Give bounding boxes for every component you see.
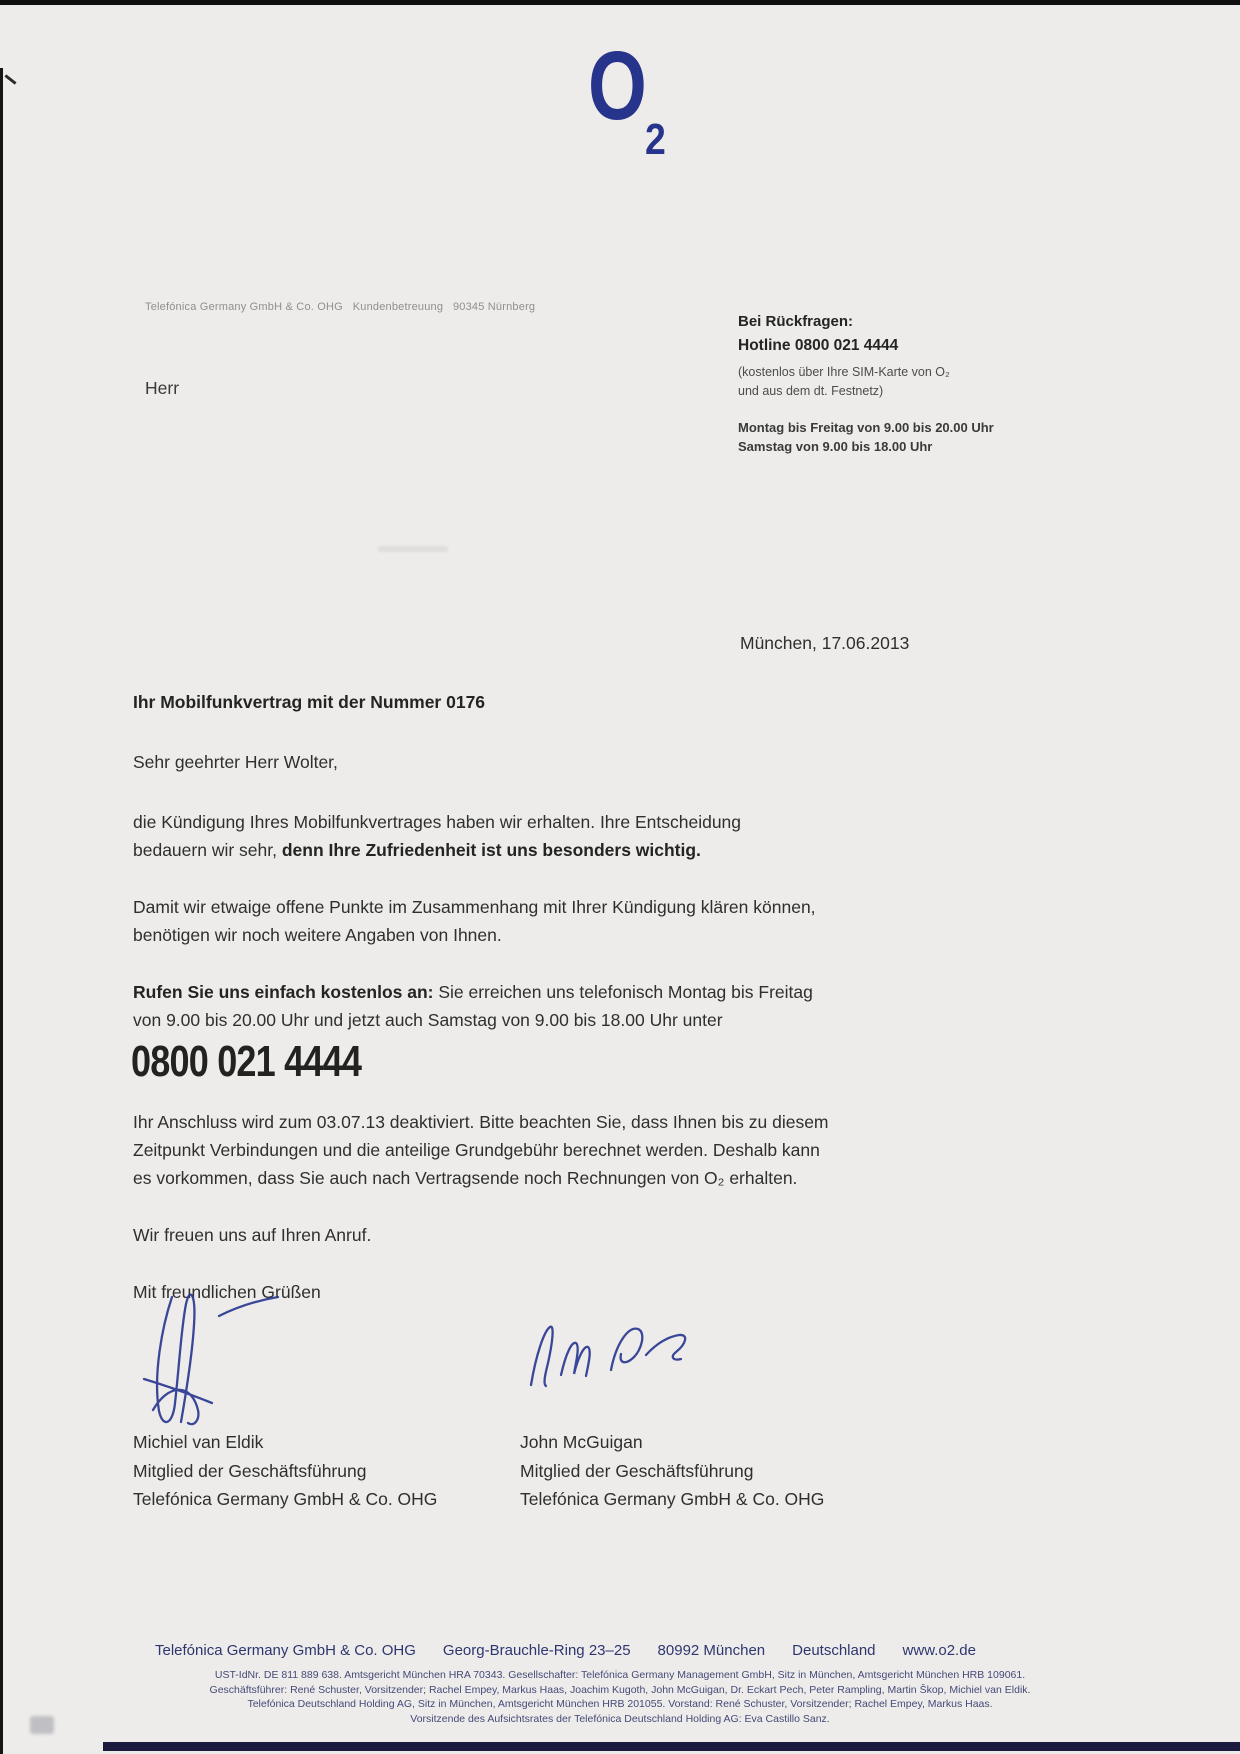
paragraph-deactivation-notice [133, 1108, 923, 1192]
subject-line: Ihr Mobilfunkvertrag mit der Nummer 0176 [133, 692, 486, 712]
signer-role: Mitglied der Geschäftsführung [520, 1460, 754, 1481]
paragraph-line: Ihr Anschluss wird zum 03.07.13 deaktiviert. Bitte beachten Sie, dass Ihnen bis zu diesem [133, 1112, 829, 1132]
paragraph-line: Wir freuen uns auf Ihren Anruf. [133, 1225, 372, 1245]
footer-legal-line: UST-IdNr. DE 811 889 638. Amtsgericht München HRA 70343. Gesellschafter: Telefónica Germany Management GmbH, Sitz in München, Amtsgericht München HRB 109061. [214, 1669, 1026, 1681]
contact-hours-weekdays: Montag bis Freitag von 9.00 bis 20.00 Uhr [738, 420, 994, 435]
paragraph-line: Damit wir etwaige offene Punkte im Zusammenhang mit Ihrer Kündigung klären können, [133, 897, 816, 917]
footer-legal-line: Geschäftsführer: René Schuster, Vorsitzender; Rachel Empey, Markus Haas, Joachim Kugoth, John McGuigan, Dr. Eckart Pech, Peter Rampling, Martin Škop, Michiel van Eldik. [209, 1683, 1031, 1696]
paragraph-line [133, 978, 923, 1006]
signer-company: Telefónica Germany GmbH & Co. OHG [133, 1489, 438, 1509]
scan-edge-left [0, 68, 3, 1754]
footer-legal-line: Vorsitzende des Aufsichtsrates der Telefónica Deutschland Holding AG: Eva Castillo Sanz. [410, 1712, 830, 1725]
paragraph-call-us [133, 978, 923, 1034]
paragraph-line: von 9.00 bis 20.00 Uhr und jetzt auch Samstag von 9.00 bis 18.00 Uhr unter [133, 1010, 723, 1030]
scan-smudge-faint [378, 546, 448, 552]
paragraph-line: es vorkommen, dass Sie auch nach Vertragsende noch Rechnungen von O₂ erhalten. [133, 1168, 798, 1188]
paragraph-line: die Kündigung Ihres Mobilfunkvertrages haben wir erhalten. Ihre Entscheidung [133, 812, 742, 832]
scan-smudge [30, 1716, 54, 1734]
signer-name: Michiel van Eldik [133, 1432, 264, 1452]
contact-heading: Bei Rückfragen: [738, 313, 854, 330]
o2-logo [588, 31, 698, 164]
salutation-line: Sehr geehrter Herr Wolter, [133, 752, 338, 772]
paragraph-line: Zeitpunkt Verbindungen und die anteilige Grundgebühr berechnet werden. Deshalb kann [133, 1140, 820, 1160]
paragraph-cancellation-received [133, 808, 923, 864]
paragraph-open-points [133, 893, 923, 949]
contact-note-line2: und aus dem dt. Festnetz) [738, 384, 884, 398]
paragraph-text: bedauern wir sehr, [133, 840, 282, 860]
footer-legal-block [140, 1668, 1100, 1726]
signature-john-mcguigan-ink [513, 1313, 713, 1408]
hotline-number-large: 0800 021 4444 [131, 1037, 362, 1086]
scan-edge-tick [4, 74, 16, 84]
signature-block-left [133, 1428, 437, 1514]
contact-hours-saturday: Samstag von 9.00 bis 18.00 Uhr [738, 439, 933, 454]
paragraph-text-bold: Rufen Sie uns einfach kostenlos an: [133, 982, 434, 1002]
paragraph-looking-forward [133, 1221, 923, 1249]
addressee-salutation-herr: Herr [145, 378, 180, 398]
paragraph-text: Sie erreichen uns telefonisch Montag bis Freitag [433, 982, 813, 1002]
signature-block-right [520, 1428, 824, 1514]
footer-address-line [155, 1641, 976, 1661]
signer-name: John McGuigan [520, 1432, 643, 1452]
sender-return-address: Telefónica Germany GmbH & Co. OHG Kundenbetreuung 90345 Nürnberg [145, 301, 536, 313]
footer-legal-line: Telefónica Deutschland Holding AG, Sitz in München, Amtsgericht München HRB 201055. Vorstand: René Schuster, Vorsitzender; Rachel Empey, Markus Haas. [247, 1698, 993, 1711]
contact-note-line1: (kostenlos über Ihre SIM-Karte von O₂ [738, 365, 950, 379]
paragraph-text-bold: denn Ihre Zufriedenheit ist uns besonders wichtig. [281, 840, 701, 860]
date-line: München, 17.06.2013 [740, 633, 910, 653]
contact-hotline-number: Hotline 0800 021 4444 [738, 337, 899, 354]
o2-logo-letter-o: O [588, 31, 647, 140]
signer-company: Telefónica Germany GmbH & Co. OHG [520, 1489, 825, 1509]
footer-country: Deutschland [792, 1642, 876, 1659]
scan-edge-top [0, 0, 1240, 5]
footer-city: 80992 München [657, 1642, 766, 1659]
signature-michiel-van-eldik-ink [122, 1283, 307, 1435]
footer-company: Telefónica Germany GmbH & Co. OHG [155, 1642, 416, 1659]
paragraph-line: Mit freundlichen Grüßen [133, 1282, 321, 1302]
o2-logo-subscript-2: 2 [645, 115, 666, 164]
scan-bottom-bar [103, 1742, 1240, 1751]
footer-street: Georg-Brauchle-Ring 23–25 [442, 1642, 631, 1659]
signer-role: Mitglied der Geschäftsführung [133, 1460, 367, 1481]
contact-info-block [738, 310, 1068, 456]
paragraph-line: benötigen wir noch weitere Angaben von Ihnen. [133, 925, 502, 945]
footer-website-link: www.o2.de [902, 1642, 976, 1659]
paragraph-line [133, 836, 923, 864]
